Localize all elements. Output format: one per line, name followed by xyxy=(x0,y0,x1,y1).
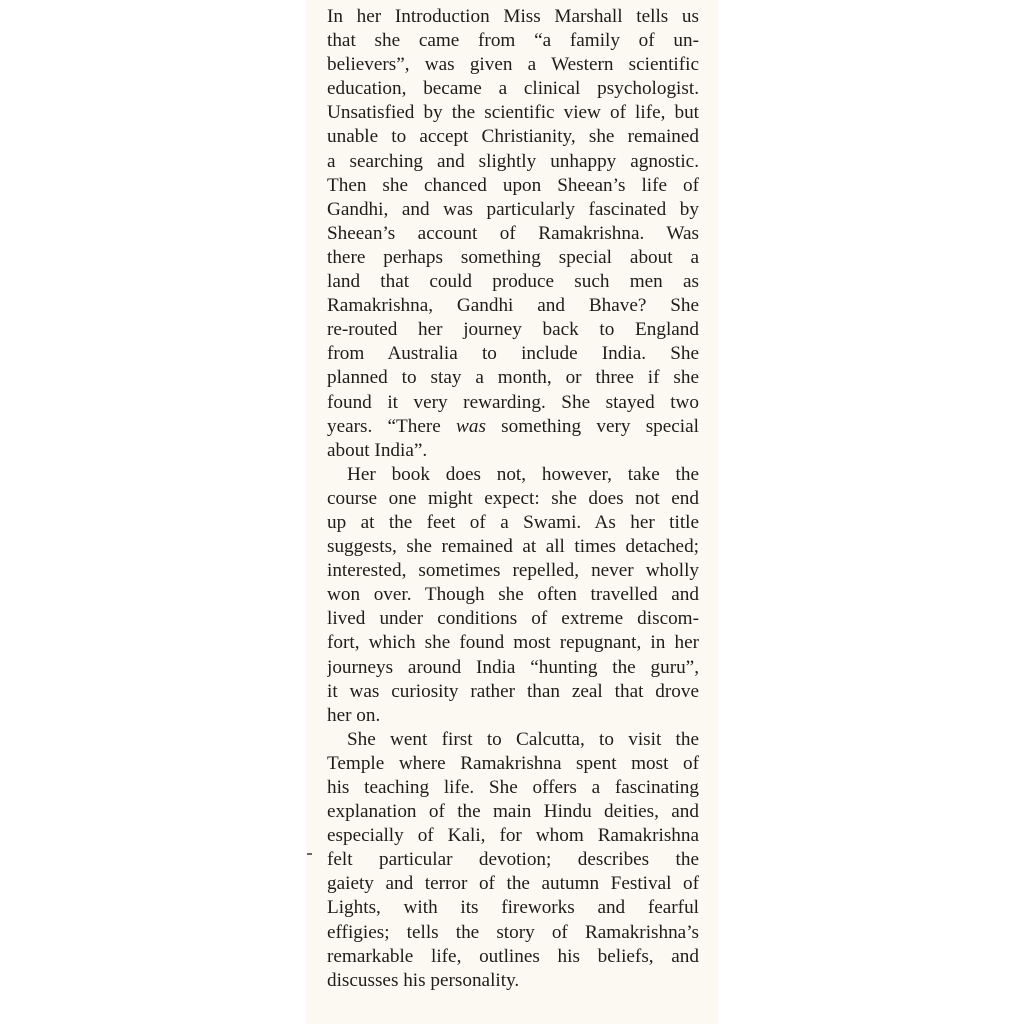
text-line: Sheean’s account of Ramakrishna. Was xyxy=(327,222,699,244)
text-line: believers”, was given a Western scientific xyxy=(327,54,699,76)
text-line: lived under conditions of extreme discom- xyxy=(327,608,699,630)
article-column xyxy=(327,5,699,993)
text-line: especially of Kali, for whom Ramakrishna xyxy=(327,825,699,847)
text-line: there perhaps something special about a xyxy=(327,246,699,268)
text-line: found it very rewarding. She stayed two xyxy=(327,391,699,413)
text-line: his teaching life. She offers a fascinating xyxy=(327,777,699,798)
text-line: planned to stay a month, or three if she xyxy=(327,367,699,389)
text-line: up at the feet of a Swami. As her title xyxy=(327,511,699,533)
text-line: Lights, with its fireworks and fearful xyxy=(327,897,699,919)
text-line: Temple where Ramakrishna spent most of xyxy=(327,752,699,774)
paragraph xyxy=(327,5,699,463)
emphasis: was xyxy=(456,415,486,437)
text-line: remarkable life, outlines his beliefs, and xyxy=(327,945,699,967)
text-line: about India”. xyxy=(327,439,428,461)
text-line: felt particular devotion; describes the xyxy=(327,849,699,871)
text-line: course one might expect: she does not end xyxy=(327,487,699,509)
text-line: In her Introduction Miss Marshall tells us xyxy=(327,6,699,27)
text-line: interested, sometimes repelled, never wholly xyxy=(327,560,699,582)
text-line: Then she chanced upon Sheean’s life of xyxy=(327,174,699,196)
text-line: from Australia to include India. She xyxy=(327,343,699,365)
text-line: gaiety and terror of the autumn Festival of xyxy=(327,873,699,895)
text-line: it was curiosity rather than zeal that drove xyxy=(327,680,699,702)
text-line: Gandhi, and was particularly fascinated by xyxy=(327,198,699,220)
text-line: Her book does not, however, take the xyxy=(347,463,699,485)
text-line: that she came from “a family of un- xyxy=(327,30,699,52)
text-line: effigies; tells the story of Ramakrishna’s xyxy=(327,921,699,943)
text-line: a searching and slightly unhappy agnostic. xyxy=(327,150,699,172)
margin-mark xyxy=(307,853,312,855)
text-line: She went first to Calcutta, to visit the xyxy=(347,728,699,750)
text-line: her on. xyxy=(327,704,381,726)
text-line: suggests, she remained at all times detached; xyxy=(327,536,699,558)
text-line: land that could produce such men as xyxy=(327,271,699,293)
text-line: Unsatisfied by the scientific view of life, but xyxy=(327,102,699,124)
text-line: won over. Though she often travelled and xyxy=(327,584,699,606)
text-line: discusses his personality. xyxy=(327,969,520,991)
text-line: education, became a clinical psychologist. xyxy=(327,78,699,100)
text-line: journeys around India “hunting the guru”, xyxy=(327,656,699,678)
text-line: fort, which she found most repugnant, in her xyxy=(327,632,699,654)
text-line: explanation of the main Hindu deities, and xyxy=(327,801,699,823)
text-line: unable to accept Christianity, she remained xyxy=(327,126,699,148)
paragraph xyxy=(327,728,699,993)
text-line: years. “There was something very special xyxy=(327,415,699,437)
text-line: re-routed her journey back to England xyxy=(327,319,699,341)
paragraph xyxy=(327,463,699,728)
text-line: Ramakrishna, Gandhi and Bhave? She xyxy=(327,295,699,317)
